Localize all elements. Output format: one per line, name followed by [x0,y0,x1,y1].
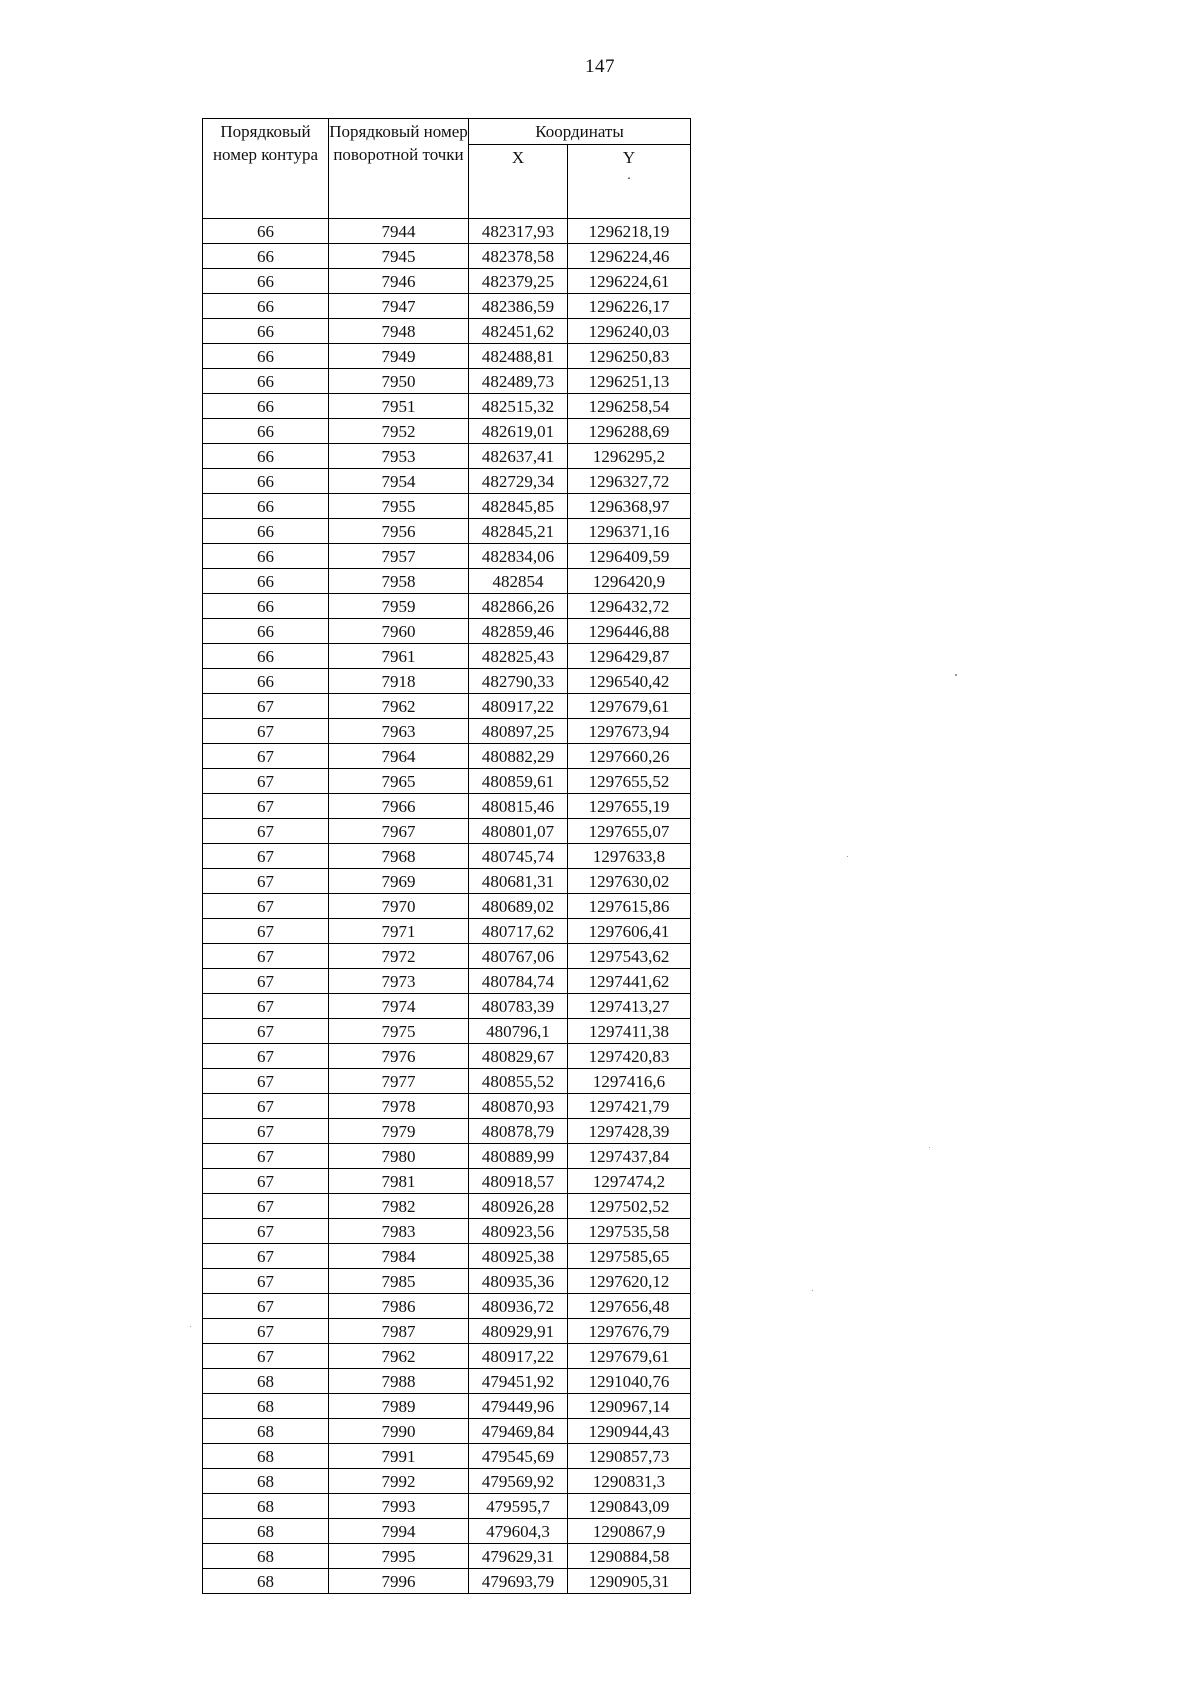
cell-contour: 68 [203,1469,329,1494]
cell-x: 479693,79 [469,1569,568,1594]
cell-x: 482619,01 [469,419,568,444]
cell-x: 482488,81 [469,344,568,369]
cell-y: 1296371,16 [568,519,691,544]
cell-contour: 67 [203,1294,329,1319]
cell-y: 1297673,94 [568,719,691,744]
cell-y: 1290857,73 [568,1444,691,1469]
cell-x: 482845,85 [469,494,568,519]
cell-contour: 66 [203,519,329,544]
cell-contour: 67 [203,1194,329,1219]
cell-point: 7960 [329,619,469,644]
cell-x: 479595,7 [469,1494,568,1519]
cell-x: 480784,74 [469,969,568,994]
table-row [203,1494,691,1519]
scan-dot: · [626,172,632,187]
cell-point: 7987 [329,1319,469,1344]
cell-contour: 68 [203,1419,329,1444]
cell-y: 1297606,41 [568,919,691,944]
cell-contour: 66 [203,619,329,644]
cell-point: 7957 [329,544,469,569]
cell-point: 7949 [329,344,469,369]
cell-contour: 66 [203,644,329,669]
table-row [203,1144,691,1169]
cell-x: 480917,22 [469,1344,568,1369]
cell-y: 1297585,65 [568,1244,691,1269]
cell-y: 1296368,97 [568,494,691,519]
cell-point: 7968 [329,844,469,869]
cell-y: 1297437,84 [568,1144,691,1169]
table-row [203,1569,691,1594]
table-header [203,119,691,219]
cell-contour: 67 [203,744,329,769]
cell-y: 1290905,31 [568,1569,691,1594]
cell-point: 7962 [329,1344,469,1369]
scan-speck [955,674,957,676]
table-row [203,919,691,944]
cell-x: 480897,25 [469,719,568,744]
scan-speck [812,1290,813,1291]
table-row [203,994,691,1019]
cell-y: 1296226,17 [568,294,691,319]
table-row [203,644,691,669]
cell-contour: 66 [203,294,329,319]
cell-contour: 67 [203,969,329,994]
cell-x: 480796,1 [469,1019,568,1044]
header-point-number: Порядковый номер поворотной точки [329,119,469,219]
cell-contour: 66 [203,319,329,344]
cell-y: 1296295,2 [568,444,691,469]
cell-y: 1296409,59 [568,544,691,569]
cell-point: 7990 [329,1419,469,1444]
table-row [203,869,691,894]
cell-x: 482854 [469,569,568,594]
table-row [203,1219,691,1244]
cell-point: 7977 [329,1069,469,1094]
cell-y: 1296420,9 [568,569,691,594]
cell-x: 480815,46 [469,794,568,819]
cell-contour: 68 [203,1519,329,1544]
cell-x: 480923,56 [469,1219,568,1244]
table-row [203,1519,691,1544]
table-row [203,819,691,844]
cell-contour: 68 [203,1569,329,1594]
cell-x: 482834,06 [469,544,568,569]
table-row [203,494,691,519]
cell-point: 7993 [329,1494,469,1519]
cell-y: 1297411,38 [568,1019,691,1044]
cell-point: 7951 [329,394,469,419]
cell-y: 1296288,69 [568,419,691,444]
cell-x: 482451,62 [469,319,568,344]
cell-contour: 67 [203,1119,329,1144]
cell-x: 480926,28 [469,1194,568,1219]
table-row [203,594,691,619]
table-row [203,719,691,744]
cell-x: 479449,96 [469,1394,568,1419]
cell-y: 1297535,58 [568,1219,691,1244]
cell-x: 480801,07 [469,819,568,844]
cell-y: 1290867,9 [568,1519,691,1544]
cell-x: 479569,92 [469,1469,568,1494]
cell-contour: 67 [203,1219,329,1244]
table-row [203,744,691,769]
cell-y: 1297421,79 [568,1094,691,1119]
table-row [203,394,691,419]
cell-x: 480767,06 [469,944,568,969]
cell-point: 7966 [329,794,469,819]
header-y: Y · [568,145,691,219]
cell-point: 7988 [329,1369,469,1394]
cell-x: 482790,33 [469,669,568,694]
cell-x: 479604,3 [469,1519,568,1544]
cell-point: 7985 [329,1269,469,1294]
cell-point: 7995 [329,1544,469,1569]
cell-contour: 66 [203,444,329,469]
cell-y: 1296251,13 [568,369,691,394]
table-row [203,794,691,819]
cell-point: 7950 [329,369,469,394]
table-row [203,469,691,494]
cell-point: 7948 [329,319,469,344]
table-row [203,1094,691,1119]
cell-contour: 67 [203,869,329,894]
cell-contour: 68 [203,1444,329,1469]
cell-x: 480882,29 [469,744,568,769]
cell-x: 479629,31 [469,1544,568,1569]
table-row [203,319,691,344]
cell-x: 480918,57 [469,1169,568,1194]
cell-point: 7981 [329,1169,469,1194]
cell-point: 7969 [329,869,469,894]
cell-y: 1297413,27 [568,994,691,1019]
cell-contour: 66 [203,469,329,494]
cell-y: 1290831,3 [568,1469,691,1494]
cell-x: 482825,43 [469,644,568,669]
cell-x: 480717,62 [469,919,568,944]
table-row [203,894,691,919]
table-body [203,219,691,1594]
cell-contour: 67 [203,1144,329,1169]
cell-point: 7944 [329,219,469,244]
header-coordinates: Координаты [469,119,691,145]
cell-point: 7961 [329,644,469,669]
cell-contour: 67 [203,1069,329,1094]
cell-x: 480681,31 [469,869,568,894]
cell-point: 7954 [329,469,469,494]
cell-y: 1296224,46 [568,244,691,269]
cell-point: 7984 [329,1244,469,1269]
cell-y: 1290944,43 [568,1419,691,1444]
cell-y: 1297656,48 [568,1294,691,1319]
table-row [203,519,691,544]
table-row [203,419,691,444]
cell-y: 1297474,2 [568,1169,691,1194]
table-row [203,444,691,469]
cell-x: 482378,58 [469,244,568,269]
cell-point: 7994 [329,1519,469,1544]
cell-point: 7963 [329,719,469,744]
cell-point: 7945 [329,244,469,269]
cell-x: 480783,39 [469,994,568,1019]
cell-y: 1296327,72 [568,469,691,494]
cell-point: 7955 [329,494,469,519]
cell-y: 1296224,61 [568,269,691,294]
cell-y: 1296446,88 [568,619,691,644]
cell-point: 7952 [329,419,469,444]
cell-y: 1296429,87 [568,644,691,669]
cell-point: 7975 [329,1019,469,1044]
cell-contour: 68 [203,1494,329,1519]
cell-contour: 66 [203,569,329,594]
cell-contour: 67 [203,1094,329,1119]
cell-point: 7947 [329,294,469,319]
cell-y: 1296432,72 [568,594,691,619]
cell-contour: 68 [203,1544,329,1569]
header-contour-number: Порядковый номер контура [203,119,329,219]
cell-x: 479451,92 [469,1369,568,1394]
cell-contour: 67 [203,1244,329,1269]
table-row [203,1444,691,1469]
table-row [203,544,691,569]
table-row [203,944,691,969]
table-row [203,1419,691,1444]
table-row [203,1194,691,1219]
cell-y: 1296240,03 [568,319,691,344]
cell-contour: 67 [203,994,329,1019]
cell-contour: 68 [203,1369,329,1394]
cell-point: 7967 [329,819,469,844]
cell-y: 1297441,62 [568,969,691,994]
cell-y: 1297655,52 [568,769,691,794]
cell-contour: 67 [203,1319,329,1344]
cell-point: 7979 [329,1119,469,1144]
cell-contour: 67 [203,719,329,744]
cell-x: 482637,41 [469,444,568,469]
cell-x: 479469,84 [469,1419,568,1444]
table-row [203,1169,691,1194]
cell-point: 7983 [329,1219,469,1244]
cell-y: 1297679,61 [568,694,691,719]
cell-point: 7992 [329,1469,469,1494]
cell-point: 7996 [329,1569,469,1594]
table-row [203,1394,691,1419]
cell-x: 480829,67 [469,1044,568,1069]
cell-y: 1296540,42 [568,669,691,694]
cell-point: 7982 [329,1194,469,1219]
cell-x: 480745,74 [469,844,568,869]
table-row [203,1369,691,1394]
table-row [203,1019,691,1044]
cell-y: 1290843,09 [568,1494,691,1519]
table-row [203,1294,691,1319]
cell-y: 1297660,26 [568,744,691,769]
table-row [203,1469,691,1494]
cell-y: 1291040,76 [568,1369,691,1394]
cell-contour: 67 [203,1169,329,1194]
table-row [203,369,691,394]
cell-x: 482379,25 [469,269,568,294]
cell-point: 7986 [329,1294,469,1319]
cell-x: 480859,61 [469,769,568,794]
cell-y: 1297502,52 [568,1194,691,1219]
cell-contour: 67 [203,1269,329,1294]
cell-y: 1297655,19 [568,794,691,819]
cell-contour: 67 [203,944,329,969]
table-row [203,1544,691,1569]
cell-contour: 66 [203,344,329,369]
cell-x: 480925,38 [469,1244,568,1269]
cell-point: 7989 [329,1394,469,1419]
cell-y: 1297420,83 [568,1044,691,1069]
cell-point: 7974 [329,994,469,1019]
cell-y: 1297655,07 [568,819,691,844]
cell-y: 1290967,14 [568,1394,691,1419]
cell-point: 7973 [329,969,469,994]
cell-x: 480929,91 [469,1319,568,1344]
cell-contour: 66 [203,219,329,244]
header-x: X [469,145,568,219]
table-row [203,1069,691,1094]
cell-point: 7972 [329,944,469,969]
cell-point: 7970 [329,894,469,919]
cell-x: 480878,79 [469,1119,568,1144]
cell-x: 480917,22 [469,694,568,719]
cell-point: 7959 [329,594,469,619]
table-row [203,619,691,644]
cell-contour: 68 [203,1394,329,1419]
table-row [203,269,691,294]
cell-x: 480689,02 [469,894,568,919]
cell-point: 7918 [329,669,469,694]
cell-contour: 67 [203,1044,329,1069]
cell-contour: 66 [203,594,329,619]
cell-y: 1296218,19 [568,219,691,244]
cell-y: 1297633,8 [568,844,691,869]
table-row [203,1119,691,1144]
cell-contour: 66 [203,244,329,269]
scan-speck [190,1326,191,1327]
cell-x: 480935,36 [469,1269,568,1294]
cell-y: 1297615,86 [568,894,691,919]
cell-y: 1297416,6 [568,1069,691,1094]
page-number: 147 [585,56,615,77]
table-row [203,1244,691,1269]
cell-y: 1297630,02 [568,869,691,894]
cell-x: 482386,59 [469,294,568,319]
table-row [203,1044,691,1069]
cell-contour: 66 [203,494,329,519]
cell-point: 7980 [329,1144,469,1169]
table-row [203,969,691,994]
cell-y: 1297676,79 [568,1319,691,1344]
cell-point: 7958 [329,569,469,594]
cell-x: 482845,21 [469,519,568,544]
table-row [203,1344,691,1369]
cell-x: 482866,26 [469,594,568,619]
cell-contour: 67 [203,694,329,719]
table-row [203,294,691,319]
table-row [203,1269,691,1294]
scan-speck [929,1147,930,1148]
cell-y: 1290884,58 [568,1544,691,1569]
cell-contour: 67 [203,844,329,869]
table-row [203,1319,691,1344]
cell-contour: 66 [203,369,329,394]
cell-x: 480889,99 [469,1144,568,1169]
table-row [203,344,691,369]
table-row [203,844,691,869]
cell-contour: 66 [203,269,329,294]
cell-point: 7971 [329,919,469,944]
cell-point: 7962 [329,694,469,719]
cell-y: 1297620,12 [568,1269,691,1294]
cell-contour: 66 [203,669,329,694]
cell-contour: 67 [203,1344,329,1369]
cell-point: 7991 [329,1444,469,1469]
cell-point: 7953 [329,444,469,469]
cell-point: 7946 [329,269,469,294]
cell-contour: 66 [203,419,329,444]
cell-y: 1297543,62 [568,944,691,969]
cell-point: 7965 [329,769,469,794]
table-row [203,669,691,694]
cell-contour: 67 [203,819,329,844]
coordinates-table [202,118,691,1594]
cell-x: 479545,69 [469,1444,568,1469]
cell-x: 482859,46 [469,619,568,644]
cell-contour: 67 [203,794,329,819]
cell-y: 1297428,39 [568,1119,691,1144]
cell-point: 7978 [329,1094,469,1119]
cell-contour: 67 [203,1019,329,1044]
cell-x: 482489,73 [469,369,568,394]
cell-x: 480870,93 [469,1094,568,1119]
cell-x: 480855,52 [469,1069,568,1094]
cell-point: 7976 [329,1044,469,1069]
table-row [203,769,691,794]
table-row [203,219,691,244]
scan-speck [847,856,848,857]
cell-x: 482515,32 [469,394,568,419]
cell-contour: 67 [203,894,329,919]
cell-x: 480936,72 [469,1294,568,1319]
cell-contour: 67 [203,919,329,944]
cell-x: 482729,34 [469,469,568,494]
table-row [203,694,691,719]
cell-y: 1296258,54 [568,394,691,419]
cell-y: 1296250,83 [568,344,691,369]
table-row [203,244,691,269]
cell-point: 7964 [329,744,469,769]
cell-point: 7956 [329,519,469,544]
cell-x: 482317,93 [469,219,568,244]
table-row [203,569,691,594]
cell-y: 1297679,61 [568,1344,691,1369]
cell-contour: 67 [203,769,329,794]
cell-contour: 66 [203,544,329,569]
cell-contour: 66 [203,394,329,419]
